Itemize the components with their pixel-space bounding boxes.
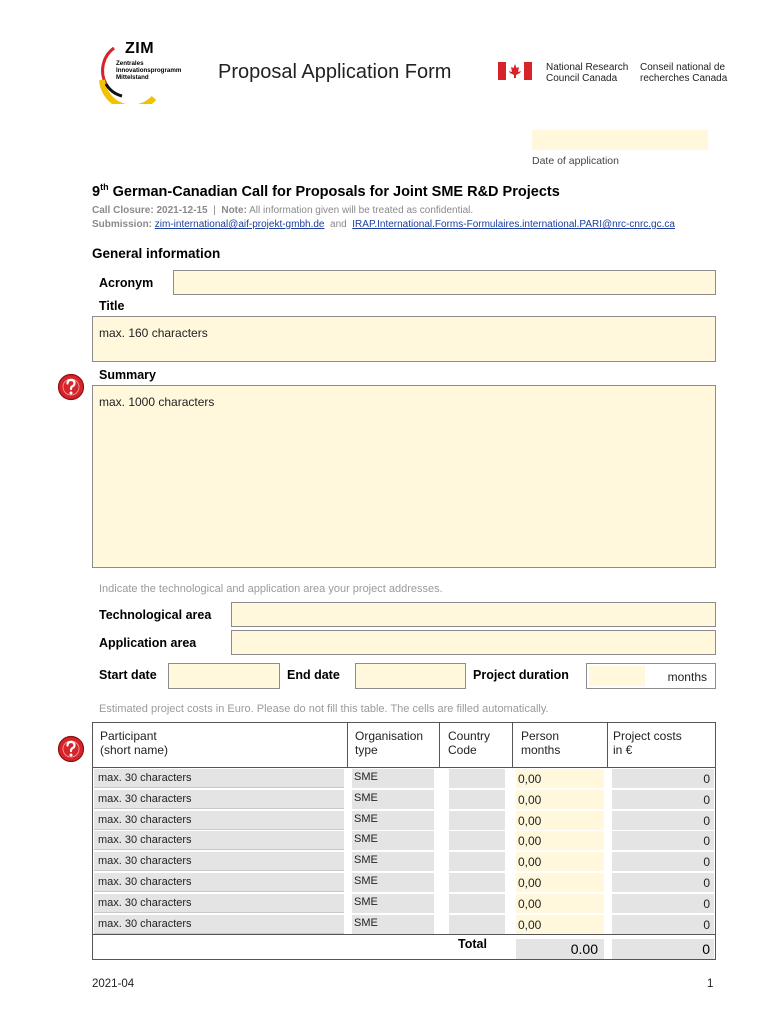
person-months-cell[interactable]: 0,00 <box>516 873 604 892</box>
project-duration-input[interactable] <box>589 666 645 686</box>
table-row <box>93 830 715 851</box>
country-code-cell <box>449 915 505 934</box>
date-of-application-input[interactable] <box>532 130 708 150</box>
costs-instruction: Estimated project costs in Euro. Please do not fill this table. The cells are filled automatically. <box>99 703 549 715</box>
application-area-input[interactable] <box>231 630 716 655</box>
country-code-cell <box>449 769 505 788</box>
end-date-label: End date <box>287 668 340 682</box>
table-row <box>93 872 715 893</box>
nrc-name-english: National Research Council Canada <box>546 62 629 84</box>
participant-cell: max. 30 characters <box>94 915 344 934</box>
table-row <box>93 810 715 831</box>
project-costs-cell: 0 <box>612 852 714 871</box>
participant-cell: max. 30 characters <box>94 873 344 892</box>
email-link-irap[interactable]: IRAP.International.Forms-Formulaires.international.PARI@nrc-cnrc.gc.ca <box>352 219 675 230</box>
person-months-cell[interactable]: 0,00 <box>516 790 604 809</box>
header-participant: Participant (short name) <box>100 729 169 757</box>
person-months-cell[interactable]: 0,00 <box>516 915 604 934</box>
zim-subtitle: Zentrales Innovationsprogramm Mittelstand <box>116 60 182 81</box>
nrc-name-french: Conseil national de recherches Canada <box>640 62 728 84</box>
participant-cell: max. 30 characters <box>94 790 344 809</box>
call-closure-line: Call Closure: 2021-12-15 | Note: All information given will be treated as confidential. <box>92 205 474 216</box>
project-duration-label: Project duration <box>473 668 569 682</box>
call-title: 9th German-Canadian Call for Proposals for Joint SME R&D Projects <box>92 182 560 200</box>
header-project-costs: Project costs in € <box>613 729 682 757</box>
participant-cell: max. 30 characters <box>94 811 344 830</box>
submission-line: Submission: zim-international@aif-projekt-gmbh.de and IRAP.International.Forms-Formulaires.international.PARI@nrc-cnrc.gc.ca <box>92 219 675 230</box>
page-number: 1 <box>707 978 714 990</box>
project-costs-cell: 0 <box>612 769 714 788</box>
table-row <box>93 851 715 872</box>
summary-placeholder: max. 1000 characters <box>99 395 215 409</box>
acronym-label: Acronym <box>99 276 154 290</box>
project-costs-cell: 0 <box>612 915 714 934</box>
summary-textarea[interactable] <box>92 385 716 568</box>
table-row <box>93 893 715 914</box>
form-title: Proposal Application Form <box>218 61 452 83</box>
canada-flag-icon <box>498 62 532 80</box>
participant-cell: max. 30 characters <box>94 852 344 871</box>
email-link-zim[interactable]: zim-international@aif-projekt-gmbh.de <box>154 219 325 230</box>
organisation-type-cell: SME <box>352 769 434 788</box>
date-of-application-label: Date of application <box>532 155 619 167</box>
country-code-cell <box>449 790 505 809</box>
organisation-type-cell: SME <box>352 852 434 871</box>
start-date-input[interactable] <box>168 663 280 689</box>
question-mark-icon[interactable] <box>57 373 85 401</box>
duration-unit: months <box>667 670 707 684</box>
organisation-type-cell: SME <box>352 873 434 892</box>
header-organisation-type: Organisation type <box>355 729 424 757</box>
project-duration-field[interactable] <box>586 663 716 689</box>
technological-area-input[interactable] <box>231 602 716 627</box>
person-months-cell[interactable]: 0,00 <box>516 852 604 871</box>
header-country-code: Country Code <box>448 729 491 757</box>
project-costs-cell: 0 <box>612 790 714 809</box>
acronym-input[interactable] <box>173 270 716 295</box>
organisation-type-cell: SME <box>352 894 434 913</box>
summary-label: Summary <box>99 368 156 382</box>
table-row <box>93 914 715 935</box>
general-information-heading: General information <box>92 246 221 261</box>
country-code-cell <box>449 852 505 871</box>
title-label: Title <box>99 299 125 313</box>
total-project-costs: 0 <box>612 939 714 959</box>
organisation-type-cell: SME <box>352 811 434 830</box>
footer-version: 2021-04 <box>92 978 135 990</box>
country-code-cell <box>449 811 505 830</box>
country-code-cell <box>449 894 505 913</box>
cost-table <box>92 722 716 960</box>
table-row <box>93 768 715 789</box>
country-code-cell <box>449 831 505 850</box>
total-person-months: 0.00 <box>516 939 604 959</box>
project-costs-cell: 0 <box>612 894 714 913</box>
header-person-months: Person months <box>521 729 561 757</box>
organisation-type-cell: SME <box>352 915 434 934</box>
title-input[interactable] <box>92 316 716 362</box>
participant-cell: max. 30 characters <box>94 831 344 850</box>
area-instruction: Indicate the technological and application area your project addresses. <box>99 583 443 595</box>
project-costs-cell: 0 <box>612 811 714 830</box>
end-date-input[interactable] <box>355 663 466 689</box>
person-months-cell[interactable]: 0,00 <box>516 811 604 830</box>
participant-cell: max. 30 characters <box>94 769 344 788</box>
title-placeholder: max. 160 characters <box>99 326 208 340</box>
person-months-cell[interactable]: 0,00 <box>516 831 604 850</box>
person-months-cell[interactable]: 0,00 <box>516 894 604 913</box>
country-code-cell <box>449 873 505 892</box>
project-costs-cell: 0 <box>612 831 714 850</box>
project-costs-cell: 0 <box>612 873 714 892</box>
organisation-type-cell: SME <box>352 790 434 809</box>
technological-area-label: Technological area <box>99 608 212 622</box>
question-mark-icon[interactable] <box>57 735 85 763</box>
application-area-label: Application area <box>99 636 197 650</box>
table-row <box>93 789 715 810</box>
start-date-label: Start date <box>99 668 157 682</box>
participant-cell: max. 30 characters <box>94 894 344 913</box>
organisation-type-cell: SME <box>352 831 434 850</box>
zim-wordmark: ZIM <box>125 40 155 57</box>
total-label: Total <box>458 937 487 951</box>
person-months-cell[interactable]: 0,00 <box>516 769 604 788</box>
